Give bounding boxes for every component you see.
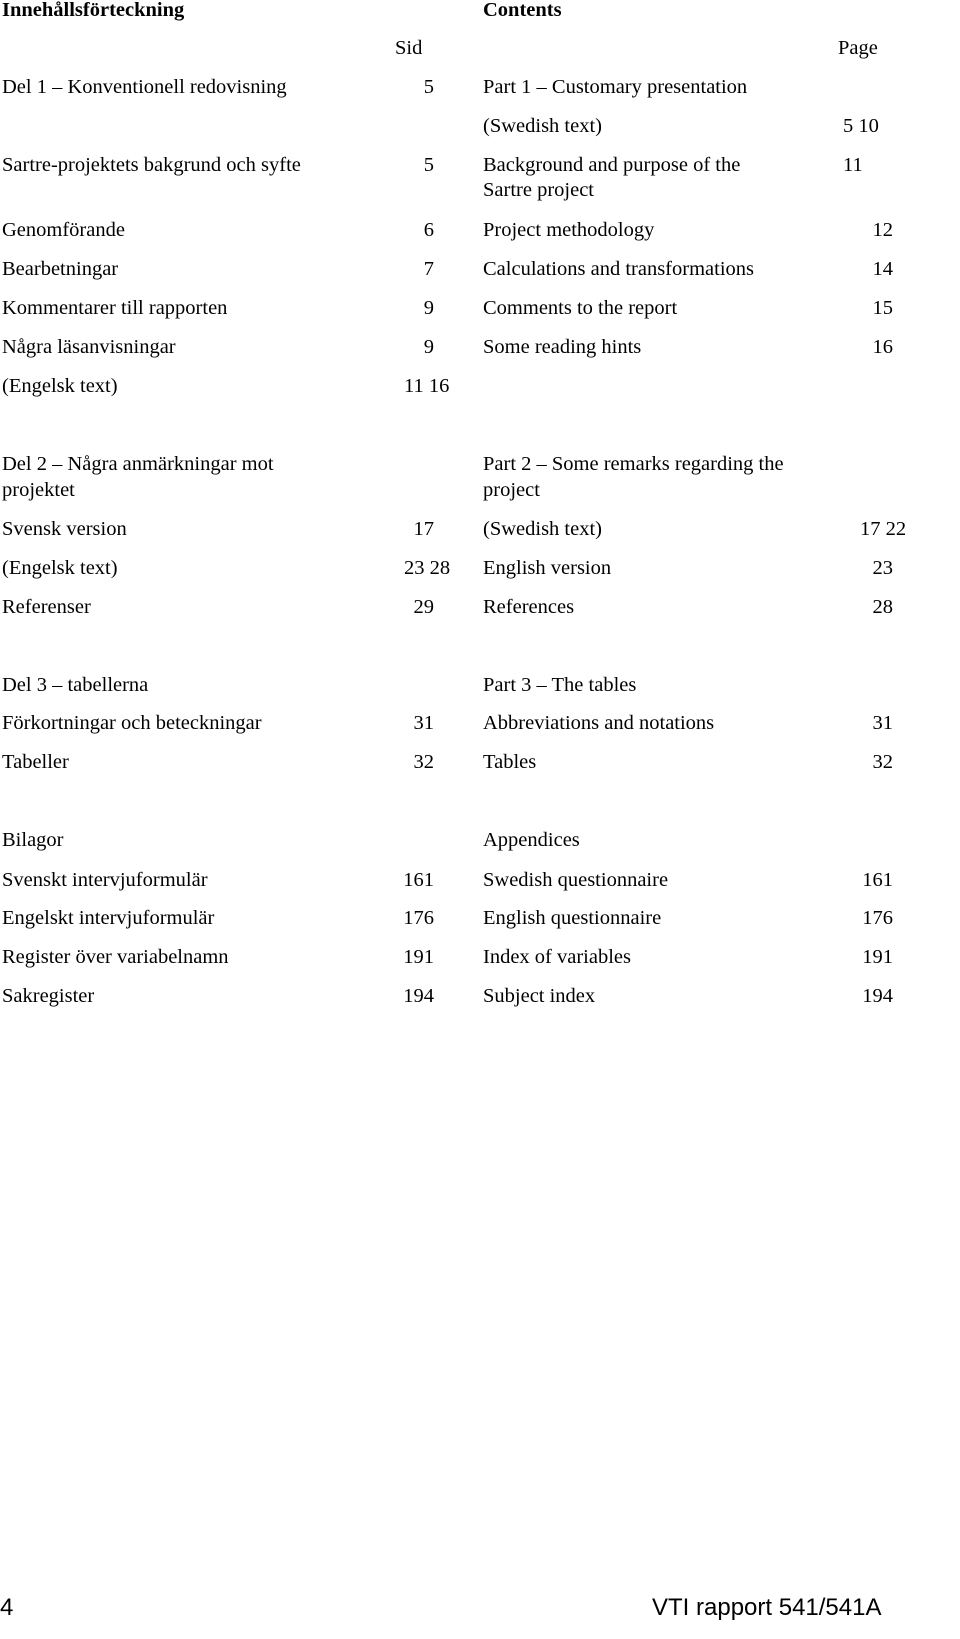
toc-row [0,558,960,578]
toc-page-swedish: 9 [423,297,434,319]
toc-entry-english: (Swedish text) [483,115,602,137]
toc-entry-swedish: Bearbetningar [2,258,119,280]
toc-row [0,752,960,772]
toc-entry-english: Sartre project [483,179,594,201]
toc-page-swedish: 6 [423,219,434,241]
toc-entry-english: (Swedish text) [483,518,602,540]
english-page-column-label: Page [838,37,878,59]
toc-page-swedish: 161 [403,869,434,891]
toc-section-swedish: projektet [2,479,75,501]
toc-page-english: 11 [843,154,863,176]
toc-row [0,220,960,240]
toc-page-english: 17 22 [860,518,907,540]
toc-entry-swedish: Referenser [2,596,91,618]
toc-page-swedish: 191 [403,946,434,968]
toc-entry-english: Subject index [483,985,596,1007]
toc-entry-english: Background and purpose of the [483,154,741,176]
toc-entry-swedish: Svensk version [2,518,127,540]
toc-section-swedish: Del 3 – tabellerna [2,674,149,696]
toc-entry-swedish: (Engelsk text) [2,375,118,397]
english-toc-title: Contents [483,0,562,21]
swedish-toc-title: Innehållsförteckning [2,0,185,21]
toc-row [0,298,960,318]
toc-page-swedish: 31 [413,712,434,734]
toc-page-english: 161 [862,869,893,891]
toc-entry-english: Project methodology [483,219,655,241]
toc-section-english: project [483,479,540,501]
toc-page-english: 176 [862,907,893,929]
toc-entry-swedish: Register över variabelnamn [2,946,229,968]
swedish-page-column-label: Sid [395,37,423,59]
toc-page-english: 194 [862,985,893,1007]
toc-row-continuation [0,180,960,200]
toc-entry-english: Index of variables [483,946,631,968]
toc-page-swedish: 23 28 [404,557,451,579]
toc-row [0,337,960,357]
toc-page-english: 28 [872,596,893,618]
toc-entry-swedish: Sakregister [2,985,95,1007]
toc-page-swedish: 9 [423,336,434,358]
toc-page-english: 15 [872,297,893,319]
toc-row [0,259,960,279]
toc-entry-swedish: Förkortningar och beteckningar [2,712,262,734]
toc-entry-english: English questionnaire [483,907,662,929]
toc-page-english: 5 10 [843,115,879,137]
toc-page-swedish: 17 [413,518,434,540]
toc-row [0,519,960,539]
toc-entry-english: Abbreviations and notations [483,712,715,734]
toc-page-swedish: 194 [403,985,434,1007]
toc-row [0,376,960,396]
toc-section-heading-row [0,454,960,474]
toc-entry-english: References [483,596,575,618]
toc-entry-swedish: Svenskt intervjuformulär [2,869,208,891]
footer-page-number: 4 [0,1594,14,1621]
toc-entry-swedish: Sartre-projektets bakgrund och syfte [2,154,301,176]
toc-entry-english: Tables [483,751,537,773]
toc-page-english: 191 [862,946,893,968]
toc-page-english: 31 [872,712,893,734]
toc-entry-english: Comments to the report [483,297,678,319]
toc-entry-swedish: Några läsanvisningar [2,336,176,358]
toc-row [0,986,960,1006]
toc-page-english: 14 [872,258,893,280]
footer-report-id: VTI rapport 541/541A [652,1594,882,1621]
toc-page-english: 16 [872,336,893,358]
toc-entry-english: Part 1 – Customary presentation [483,76,748,98]
toc-entry-swedish: Del 1 – Konventionell redovisning [2,76,287,98]
toc-entry-english: Swedish questionnaire [483,869,669,891]
toc-row [0,870,960,890]
toc-section-heading-row [0,830,960,850]
toc-row [0,597,960,617]
page-column-label-row [0,38,960,58]
toc-row [0,116,960,136]
toc-section-english: Part 3 – The tables [483,674,637,696]
toc-page-swedish: 32 [413,751,434,773]
toc-entry-english: Calculations and transformations [483,258,754,280]
toc-section-english: Appendices [483,829,580,851]
toc-page-swedish: 7 [423,258,434,280]
toc-page-swedish: 5 [423,154,434,176]
toc-entry-swedish: Genomförande [2,219,125,241]
toc-section-heading-row [0,675,960,695]
toc-row [0,947,960,967]
toc-page-swedish: 176 [403,907,434,929]
toc-page-swedish: 29 [413,596,434,618]
toc-row [0,155,960,175]
toc-entry-english: English version [483,557,612,579]
toc-entry-swedish: Kommentarer till rapporten [2,297,228,319]
toc-section-swedish: Del 2 – Några anmärkningar mot [2,453,274,475]
toc-entry-swedish: Tabeller [2,751,69,773]
toc-section-heading-continuation [0,480,960,500]
toc-page-english: 32 [872,751,893,773]
toc-row [0,713,960,733]
toc-entry-english: Some reading hints [483,336,642,358]
toc-page-english: 23 [872,557,893,579]
page-footer [0,1596,960,1620]
toc-section-english: Part 2 – Some remarks regarding the [483,453,784,475]
toc-page-swedish: 5 [423,76,434,98]
toc-entry-swedish: Engelskt intervjuformulär [2,907,215,929]
toc-page-english: 12 [872,219,893,241]
toc-section-swedish: Bilagor [2,829,64,851]
toc-row [0,908,960,928]
toc-heading-row [0,0,960,20]
toc-page-swedish: 11 16 [404,375,450,397]
toc-entry-swedish: (Engelsk text) [2,557,118,579]
toc-row [0,77,960,97]
